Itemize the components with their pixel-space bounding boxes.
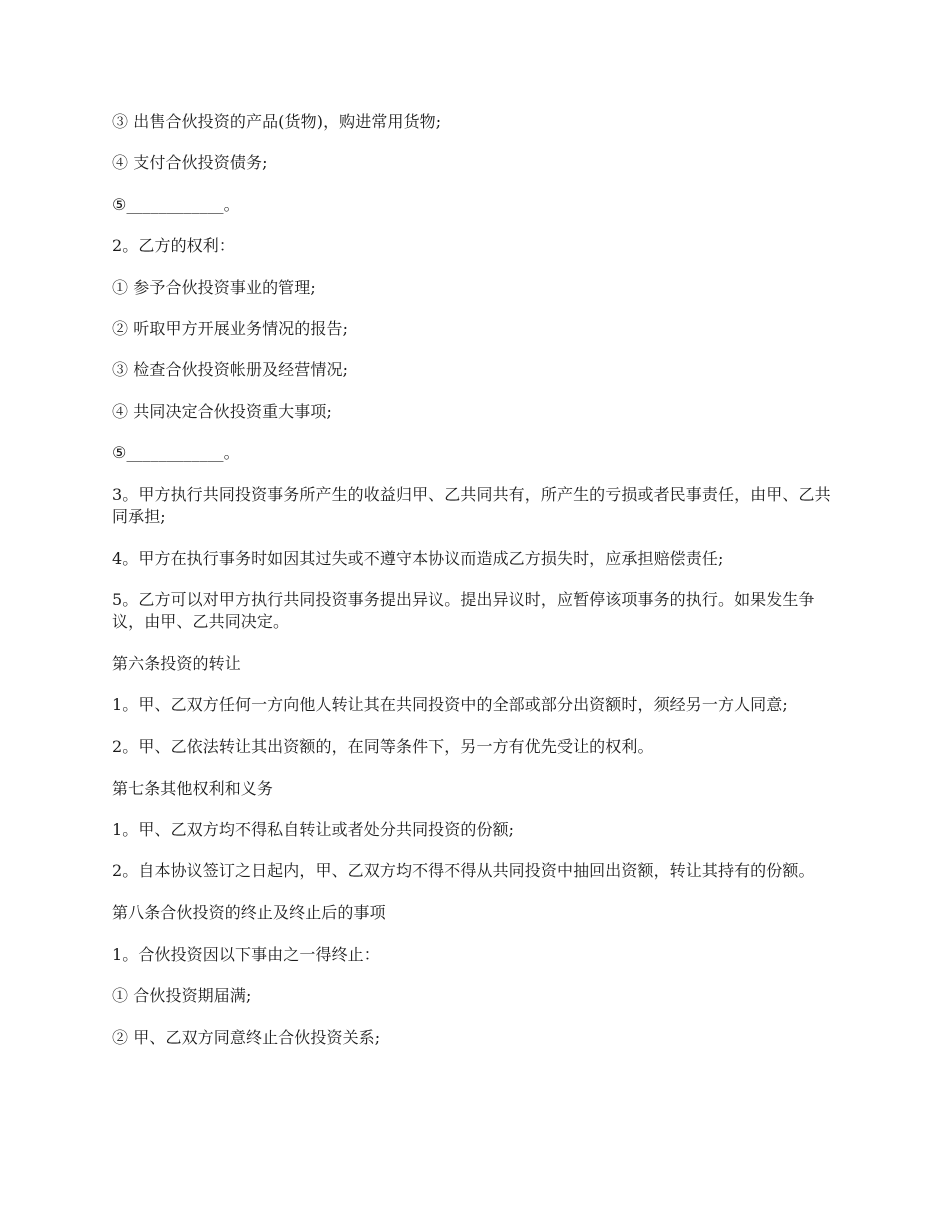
paragraph-decide-major-matters: ④ 共同决定合伙投资重大事项; bbox=[112, 401, 332, 421]
paragraph-hear-reports: ② 听取甲方开展业务情况的报告; bbox=[112, 318, 349, 338]
paragraph-no-withdrawal: 2。自本协议签订之日起内，甲、乙双方均不得不得从共同投资中抽回出资额，转让其持有的份额。 bbox=[112, 861, 815, 881]
paragraph-liability: 4。甲方在执行事务时如因其过失或不遵守本协议而造成乙方损失时，应承担赔偿责任; bbox=[112, 548, 724, 568]
paragraph-no-private-transfer: 1。甲、乙双方均不得私自转让或者处分共同投资的份额; bbox=[112, 820, 515, 840]
paragraph-termination-causes: 1。合伙投资因以下事由之一得终止： bbox=[112, 944, 380, 964]
paragraph-term-expired: ① 合伙投资期届满; bbox=[112, 986, 252, 1006]
paragraph-pay-debts: ④ 支付合伙投资债务; bbox=[112, 153, 268, 173]
paragraph-objection: 5。乙方可以对甲方执行共同投资事务提出异议。提出异议时，应暂停该项事务的执行。如果发生争议，由甲、乙共同决定。 bbox=[112, 589, 815, 631]
section-heading-article-7: 第七条其他权利和义务 bbox=[112, 778, 274, 798]
section-heading-article-8: 第八条合伙投资的终止及终止后的事项 bbox=[112, 903, 386, 923]
paragraph-profit-sharing: 3。甲方执行共同投资事务所产生的收益归甲、乙共同共有，所产生的亏损或者民事责任，由甲、乙共同承担; bbox=[112, 484, 831, 526]
paragraph-party-b-rights: 2。乙方的权利： bbox=[112, 236, 235, 256]
document-page bbox=[112, 111, 842, 1068]
paragraph-inspect-books: ③ 检查合伙投资帐册及经营情况; bbox=[112, 360, 349, 380]
paragraph-sell-goods: ③ 出售合伙投资的产品(货物)，购进常用货物; bbox=[112, 112, 442, 131]
paragraph-participate-management: ① 参予合伙投资事业的管理; bbox=[112, 277, 316, 297]
paragraph-blank-item-b: ⑤____________。 bbox=[112, 443, 240, 463]
paragraph-transfer-consent: 1。甲、乙双方任何一方向他人转让其在共同投资中的全部或部分出资额时，须经另一方人同意; bbox=[112, 695, 788, 715]
paragraph-preemptive-right: 2。甲、乙依法转让其出资额的，在同等条件下，另一方有优先受让的权利。 bbox=[112, 737, 654, 757]
section-heading-article-6: 第六条投资的转让 bbox=[112, 653, 241, 673]
paragraph-mutual-termination: ② 甲、乙双方同意终止合伙投资关系; bbox=[112, 1027, 381, 1047]
paragraph-blank-item-a: ⑤____________。 bbox=[112, 194, 240, 214]
